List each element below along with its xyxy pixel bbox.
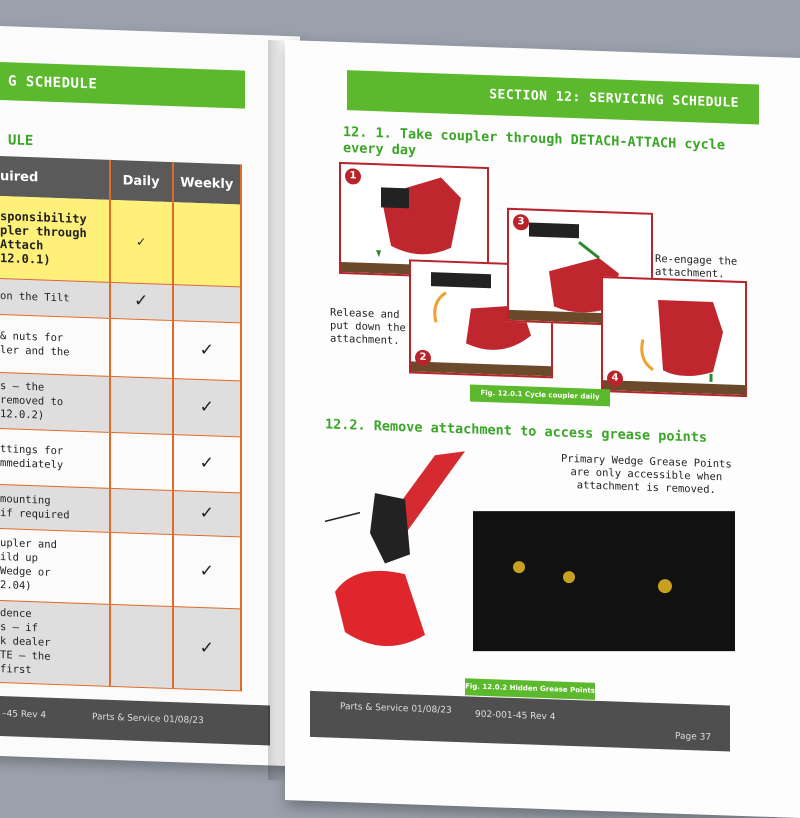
task-cell: ttings for mmediately (0, 427, 110, 488)
weekly-cell: ✓ (173, 534, 241, 608)
table-row (0, 427, 241, 492)
left-page (0, 25, 300, 767)
figure-caption-1: Fig. 12.0.1 Cycle coupler daily (470, 384, 610, 406)
column-header-weekly: Weekly (173, 162, 241, 204)
section-title-cycle: 12. 1. Take coupler through DETACH-ATTACH cycle every day (343, 124, 726, 159)
task-cell: on the Tilt (0, 277, 110, 318)
table-row (0, 195, 241, 286)
column-header-daily: Daily (110, 160, 173, 202)
note-release: Release and put down the attachment. (330, 306, 406, 348)
table-row (0, 599, 241, 690)
daily-cell (110, 318, 173, 378)
grease-point-3 (658, 579, 672, 593)
table-row (0, 371, 241, 436)
daily-cell (110, 488, 173, 534)
task-cell: sponsibility pler through Attach 12.0.1) (0, 195, 110, 282)
page-number: Page 37 (675, 731, 712, 743)
weekly-cell (173, 202, 241, 286)
grease-point-2 (563, 571, 575, 583)
note-reengage: Re-engage the attachment. (655, 252, 738, 281)
step-number-2: 2 (415, 350, 431, 367)
schedule-body (0, 195, 241, 690)
daily-cell (110, 432, 173, 490)
left-page-footer (0, 695, 270, 745)
coupler-illustration (315, 441, 495, 677)
task-cell: & nuts for ler and the (0, 313, 110, 376)
daily-cell (110, 532, 173, 606)
schedule-table (0, 155, 242, 691)
step-4-panel (601, 276, 747, 397)
section-title-grease: 12.2. Remove attachment to access grease points (325, 416, 708, 446)
step-number-1: 1 (345, 168, 361, 185)
weekly-cell (173, 284, 241, 322)
note-grease-points: Primary Wedge Grease Points are only accessible when attachment is removed. (561, 452, 732, 497)
weekly-cell: ✓ (173, 606, 241, 690)
left-page-subtitle: ULE (8, 132, 34, 150)
right-page (285, 40, 800, 818)
daily-cell: ✓ (110, 200, 173, 284)
daily-cell (110, 604, 173, 688)
left-footer-date: Parts & Service 01/08/23 (92, 712, 204, 727)
figure-caption-2: Fig. 12.0.2 Hidden Grease Points (465, 678, 595, 700)
column-header-task: uired (0, 155, 110, 200)
right-page-footer (310, 691, 730, 752)
daily-cell (110, 376, 173, 434)
step-number-4: 4 (607, 370, 623, 387)
right-page-header: SECTION 12: SERVICING SCHEDULE (347, 70, 759, 124)
weekly-cell: ✓ (173, 434, 241, 492)
bucket-illustration-4 (603, 278, 745, 395)
task-cell: upler and ild up Wedge or 2.04) (0, 527, 110, 604)
table-row (0, 527, 241, 608)
weekly-cell: ✓ (173, 320, 241, 380)
left-page-header: G SCHEDULE (0, 61, 245, 109)
task-cell: dence s – if k dealer TE – the first (0, 599, 110, 686)
daily-cell: ✓ (110, 282, 173, 320)
table-row (0, 313, 241, 380)
grease-points-photo (473, 511, 735, 651)
right-footer-doc: 902-001-45 Rev 4 (475, 709, 556, 723)
task-cell: mounting if required (0, 483, 110, 532)
step-number-3: 3 (513, 214, 529, 231)
weekly-cell: ✓ (173, 378, 241, 436)
left-footer-doc: –45 Rev 4 (2, 709, 47, 721)
grease-point-1 (513, 561, 525, 573)
task-cell: s – the removed to 12.0.2) (0, 371, 110, 432)
right-footer-date: Parts & Service 01/08/23 (340, 701, 452, 716)
weekly-cell: ✓ (173, 490, 241, 536)
